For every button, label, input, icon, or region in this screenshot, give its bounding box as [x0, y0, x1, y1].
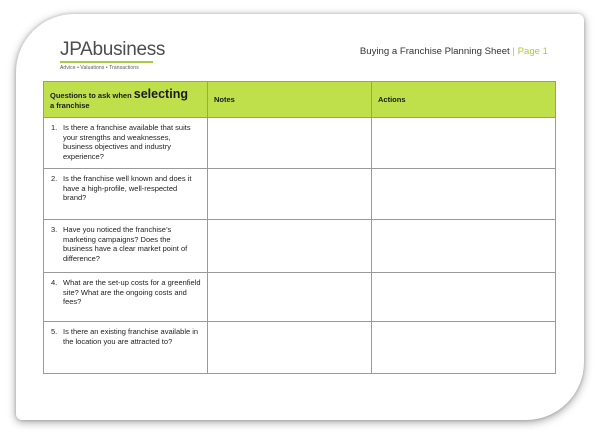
table-row — [44, 169, 556, 220]
question-number: 5. — [51, 327, 58, 336]
question-text: What are the set-up costs for a greenfield site? What are the ongoing costs and fees? — [63, 278, 201, 307]
question-number: 2. — [51, 174, 58, 183]
question-number: 1. — [51, 123, 58, 132]
question-text: Is there a franchise available that suits your strengths and weaknesses, business objectives and industry experience? — [63, 123, 191, 161]
logo-wordmark: JPAbusiness — [60, 39, 166, 60]
questions-header-prefix: Questions to ask when — [50, 90, 132, 100]
logo-tagline: Advice • Valuations • Transactions — [60, 65, 139, 71]
question-number: 4. — [51, 278, 58, 287]
question-text: Have you noticed the franchise’s marketing campaigns? Does the business have a clear market point of difference? — [63, 225, 188, 263]
actions-column-header: Actions — [372, 82, 556, 118]
question-cell — [44, 169, 208, 220]
title-separator: | — [512, 46, 515, 57]
question-cell — [44, 118, 208, 169]
notes-column-header: Notes — [208, 82, 372, 118]
question-cell — [44, 220, 208, 273]
planning-table — [43, 81, 556, 374]
table-row — [44, 118, 556, 169]
page-number: Page 1 — [517, 46, 548, 57]
notes-cell[interactable] — [208, 273, 372, 322]
table-row — [44, 273, 556, 322]
questions-header-suffix: a franchise — [50, 100, 90, 110]
page-title — [360, 46, 548, 57]
actions-cell[interactable] — [372, 273, 556, 322]
logo-underline — [60, 61, 153, 63]
question-text: Is there an existing franchise available in the location you are attracted to? — [63, 327, 199, 346]
question-text: Is the franchise well known and does it have a high-profile, well-respected brand? — [63, 174, 192, 203]
sheet-title: Buying a Franchise Planning Sheet — [359, 46, 510, 57]
questions-header-emphasis: selecting — [133, 86, 188, 101]
actions-cell[interactable] — [372, 118, 556, 169]
table-row — [44, 220, 556, 273]
notes-cell[interactable] — [208, 322, 372, 374]
actions-cell[interactable] — [372, 169, 556, 220]
actions-cell[interactable] — [372, 220, 556, 273]
question-cell — [44, 273, 208, 322]
questions-column-header — [44, 82, 208, 118]
table-row — [44, 322, 556, 374]
table-header-row — [44, 82, 556, 118]
question-number: 3. — [51, 225, 58, 234]
actions-cell[interactable] — [372, 322, 556, 374]
notes-cell[interactable] — [208, 220, 372, 273]
notes-cell[interactable] — [208, 169, 372, 220]
question-cell — [44, 322, 208, 374]
notes-cell[interactable] — [208, 118, 372, 169]
company-logo — [60, 40, 165, 71]
